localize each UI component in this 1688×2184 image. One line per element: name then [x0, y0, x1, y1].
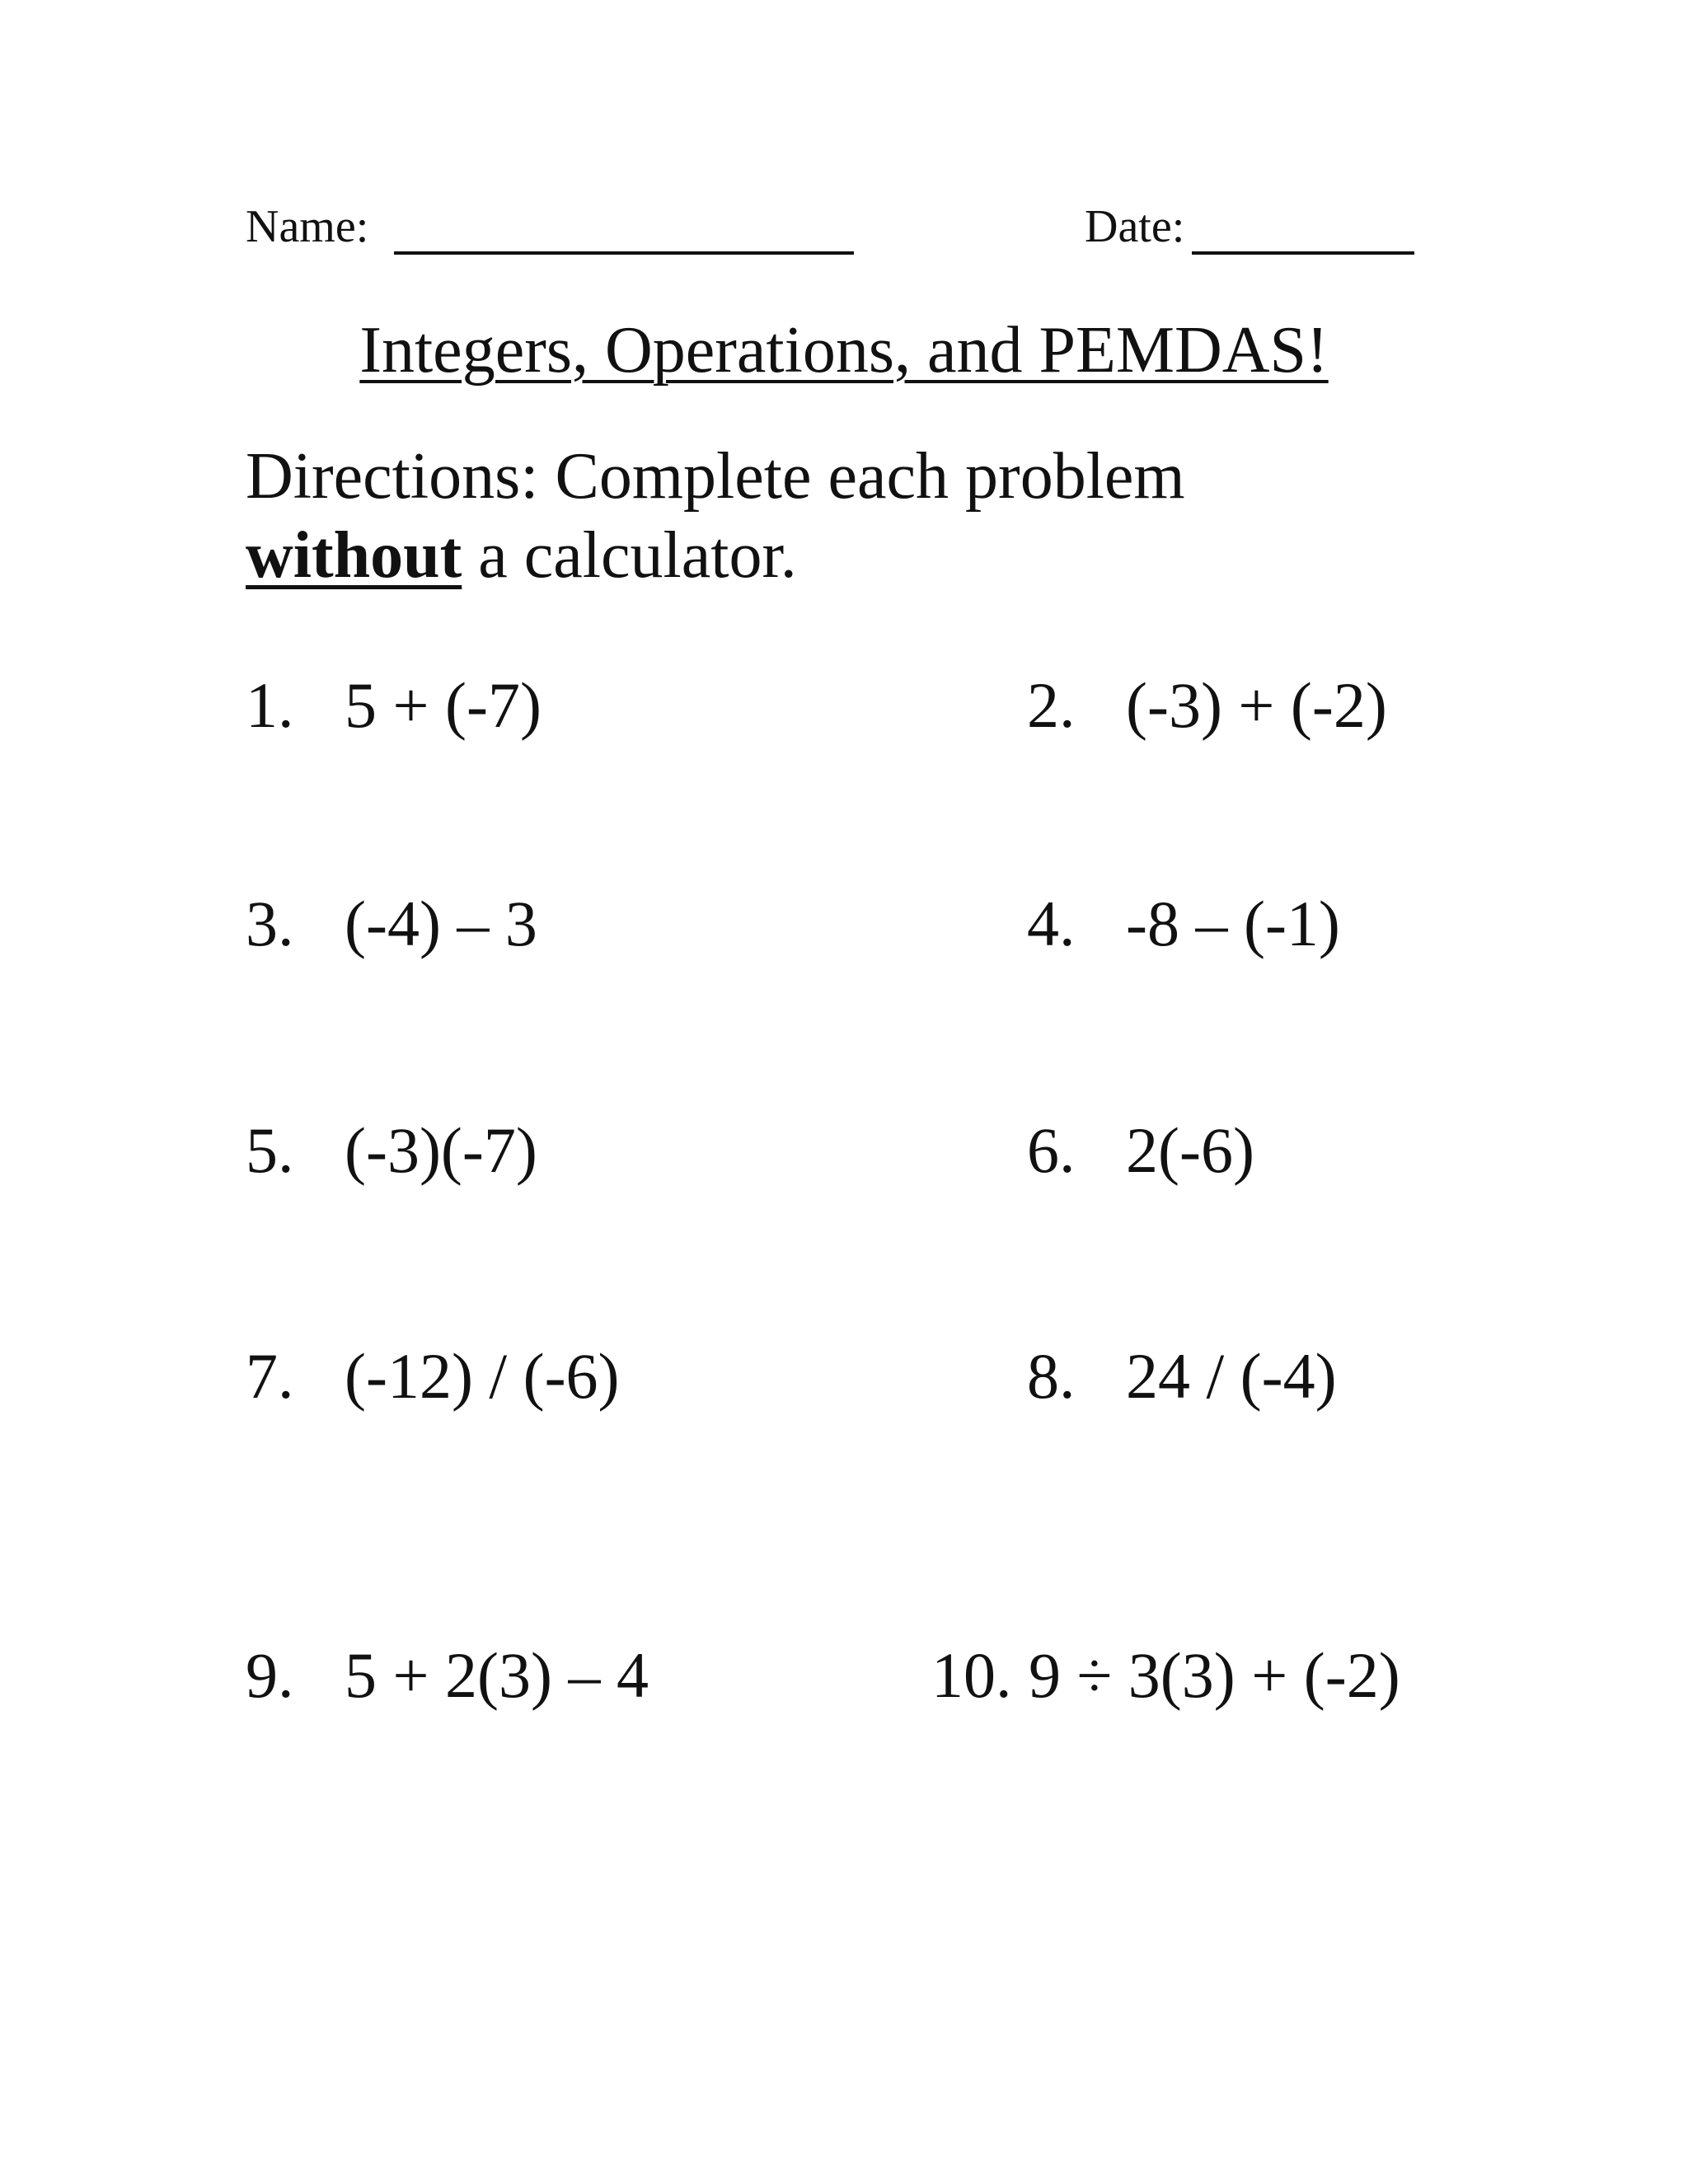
- directions-emphasis: without: [246, 519, 462, 592]
- date-blank-line: [1192, 251, 1414, 255]
- directions-line-2-rest: a calculator.: [462, 519, 797, 592]
- problem-expression: 2(-6): [1126, 1114, 1254, 1186]
- problem-expression: (-3)(-7): [345, 1114, 537, 1186]
- directions: [246, 437, 1185, 595]
- problem-expression: (-3) + (-2): [1126, 669, 1387, 741]
- directions-line-2: [246, 516, 1185, 595]
- problem-number: 5.: [246, 1114, 294, 1186]
- name-blank-line: [394, 251, 854, 255]
- problem-number: 1.: [246, 669, 294, 741]
- problem-number: 9.: [246, 1639, 294, 1711]
- problem-number: 4.: [1027, 888, 1076, 959]
- problem-number: 3.: [246, 888, 294, 959]
- name-label: Name:: [246, 201, 369, 252]
- problem-expression: (-4) – 3: [345, 888, 537, 959]
- problem-expression: 5 + (-7): [345, 669, 542, 741]
- problem-expression: (-12) / (-6): [345, 1340, 620, 1412]
- worksheet-title: [0, 309, 1688, 391]
- problem-expression: 9 ÷ 3(3) + (-2): [1029, 1639, 1400, 1711]
- problem-number: 2.: [1027, 669, 1076, 741]
- problem-number: 6.: [1027, 1114, 1076, 1186]
- problem-number: 10.: [931, 1639, 1012, 1711]
- directions-line-1: Directions: Complete each problem: [246, 440, 1185, 513]
- problem-expression: -8 – (-1): [1126, 888, 1340, 959]
- worksheet-title-text: Integers, Operations, and PEMDAS!: [359, 314, 1329, 387]
- problem-expression: 24 / (-4): [1126, 1340, 1337, 1412]
- problem-number: 7.: [246, 1340, 294, 1412]
- problem-expression: 5 + 2(3) – 4: [345, 1639, 649, 1711]
- date-label: Date:: [1085, 201, 1185, 252]
- problem-number: 8.: [1027, 1340, 1076, 1412]
